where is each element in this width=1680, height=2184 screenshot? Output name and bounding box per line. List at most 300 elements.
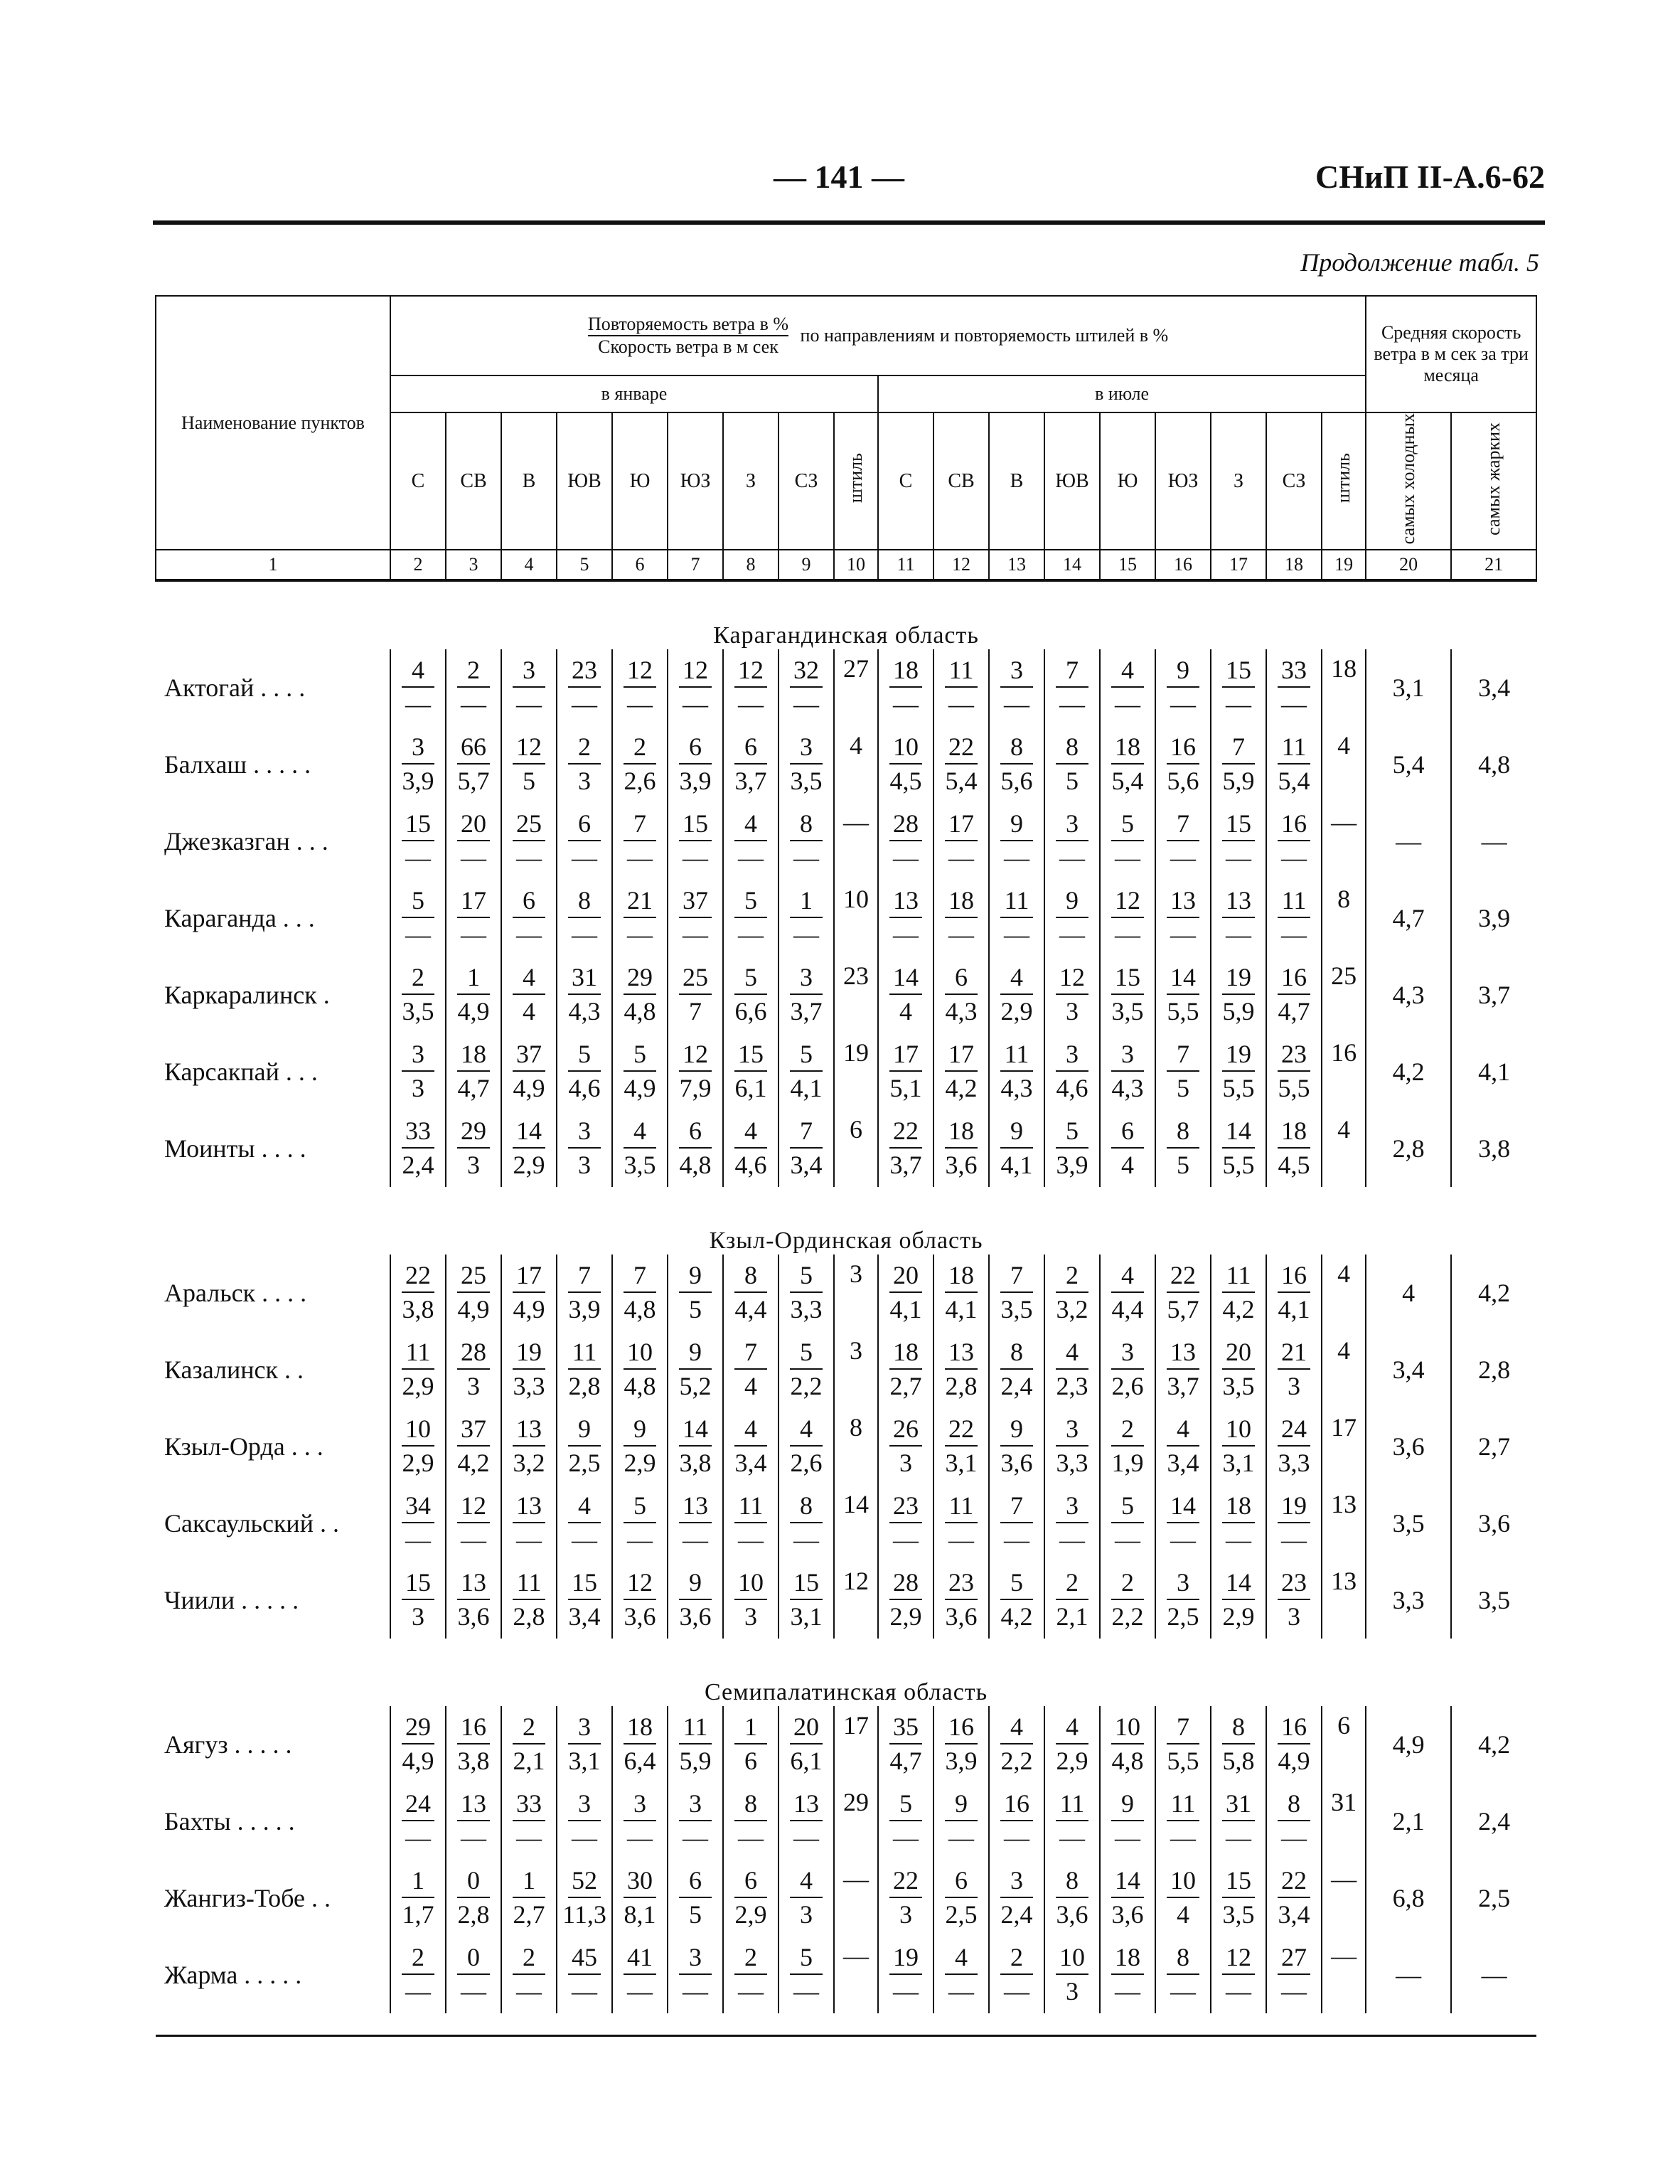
speed-cell	[501, 1370, 557, 1408]
cell-value: —	[516, 920, 542, 949]
cell-value: 16	[1000, 1789, 1033, 1821]
station-name: Балхаш . . . . .	[164, 750, 311, 779]
cell-value: 3	[1288, 1602, 1300, 1631]
cell-value: —	[1059, 843, 1085, 873]
cell-value: 4,9	[624, 1074, 656, 1103]
cell-value: 4	[1056, 1712, 1088, 1744]
frequency-cell	[446, 1331, 501, 1370]
station-name: Бахты . . . . .	[164, 1807, 295, 1836]
cell-value: 2,9	[734, 1900, 767, 1929]
cell-value: 19	[1222, 1039, 1255, 1072]
frequency-cell	[878, 1706, 933, 1744]
cell-value: 7	[1167, 809, 1199, 841]
cell-value: 9	[1000, 1116, 1033, 1149]
calm-cell: 4	[1322, 726, 1366, 803]
freq-title-line2: Скорость ветра в м сек	[598, 336, 779, 357]
speed-cell	[501, 688, 557, 726]
column-number: 14	[1044, 550, 1100, 580]
frequency-cell	[989, 1860, 1044, 1898]
speed-cell	[446, 1072, 501, 1110]
cell-value: 4,7	[889, 1747, 922, 1776]
cell-value: 9	[679, 1567, 712, 1600]
cell-value: 2	[457, 655, 490, 688]
speed-cell	[501, 1447, 557, 1485]
speed-cell	[723, 1447, 779, 1485]
cell-value: 6,1	[790, 1747, 823, 1776]
frequency-cell	[723, 1706, 779, 1744]
frequency-cell	[878, 1783, 933, 1821]
cell-value: 14	[1167, 962, 1199, 995]
cell-value: 13	[679, 1491, 712, 1523]
frequency-cell	[933, 1562, 989, 1600]
frequency-cell	[933, 957, 989, 995]
cell-value: —	[516, 1525, 542, 1555]
cell-value: 3	[402, 732, 434, 765]
speed-cell	[1155, 1149, 1211, 1187]
speed-cell	[1100, 1898, 1155, 1937]
cell-value: 4,8	[624, 1295, 656, 1324]
cell-value: —	[627, 920, 653, 949]
frequency-cell	[1155, 1783, 1211, 1821]
cell-value: 3,5	[790, 767, 823, 796]
speed-cell	[501, 1523, 557, 1562]
frequency-cell	[989, 1255, 1044, 1293]
cell-value: 0	[457, 1865, 490, 1898]
speed-cell	[1211, 1370, 1266, 1408]
cell-value: 5,7	[457, 767, 490, 796]
page-number: — 141 —	[774, 159, 904, 195]
speed-cell	[723, 1821, 779, 1860]
cell-value: 22	[945, 1414, 978, 1447]
calm-cell: 18	[1322, 649, 1366, 726]
cell-value: 19	[1278, 1491, 1310, 1523]
frequency-cell	[1266, 1783, 1322, 1821]
cell-value: —	[793, 1525, 819, 1555]
station-row	[156, 1860, 1536, 1898]
speed-cell	[723, 1898, 779, 1937]
frequency-cell	[989, 957, 1044, 995]
speed-cell	[390, 688, 446, 726]
cell-value: 2,4	[1000, 1372, 1033, 1401]
speed-cell	[446, 1821, 501, 1860]
cell-value: 4,8	[624, 1372, 656, 1401]
cell-value: 37	[513, 1039, 545, 1072]
speed-cell	[1044, 1149, 1100, 1187]
speed-cell	[1100, 1744, 1155, 1783]
cell-value: 5,2	[679, 1372, 712, 1401]
frequency-cell	[1266, 1860, 1322, 1898]
speed-cell	[878, 1600, 933, 1639]
column-number: 13	[989, 550, 1044, 580]
cell-value: 4,9	[457, 1295, 490, 1324]
speed-cell	[446, 1975, 501, 2013]
frequency-cell	[1211, 1110, 1266, 1149]
direction-header: ЮВ	[557, 412, 612, 550]
wind-table	[155, 295, 1537, 2037]
cell-value: 2,5	[1167, 1602, 1199, 1631]
speed-cell	[446, 1744, 501, 1783]
frequency-cell	[1100, 726, 1155, 765]
cell-value: 3	[679, 1789, 712, 1821]
cell-value: 24	[1278, 1414, 1310, 1447]
cell-value: 18	[1111, 732, 1144, 765]
cell-value: 8	[1278, 1789, 1310, 1821]
cell-value: 11	[513, 1567, 545, 1600]
speed-cell	[878, 1898, 933, 1937]
frequency-cell	[933, 1110, 989, 1149]
station-row	[156, 1255, 1536, 1293]
cell-value: 3,5	[1000, 1295, 1033, 1324]
cell-value: 4,1	[889, 1295, 922, 1324]
frequency-cell	[446, 1562, 501, 1600]
speed-cell	[878, 1744, 933, 1783]
speed-cell	[1044, 995, 1100, 1033]
frequency-cell	[668, 1562, 723, 1600]
cell-value: 3,3	[1056, 1449, 1088, 1478]
frequency-cell	[446, 1408, 501, 1447]
cell-value: 19	[1222, 962, 1255, 995]
cell-value: 13	[457, 1567, 490, 1600]
frequency-cell	[933, 1331, 989, 1370]
speed-cell	[557, 1149, 612, 1187]
cell-value: 18	[457, 1039, 490, 1072]
frequency-cell	[1155, 880, 1211, 918]
speed-cell	[557, 1744, 612, 1783]
speed-cell	[989, 841, 1044, 880]
cell-value: 20	[889, 1260, 922, 1293]
cell-value: 3	[1056, 1491, 1088, 1523]
cell-value: 23	[1278, 1567, 1310, 1600]
frequency-cell	[501, 649, 557, 688]
frequency-cell	[1266, 726, 1322, 765]
speed-cell	[723, 1523, 779, 1562]
cell-value: 4,3	[1000, 1074, 1033, 1103]
cell-value: 9	[945, 1789, 978, 1821]
cell-value: 41	[624, 1942, 656, 1975]
cell-value: 13	[1222, 885, 1255, 918]
cell-value: 8	[1167, 1942, 1199, 1975]
cell-value: 4,9	[402, 1747, 434, 1776]
cell-value: 18	[889, 655, 922, 688]
station-row	[156, 726, 1536, 765]
cell-value: 12	[513, 732, 545, 765]
frequency-cell	[446, 1706, 501, 1744]
cell-value: 2,9	[889, 1602, 922, 1631]
cell-value: 13	[889, 885, 922, 918]
cell-value: 3,6	[1000, 1449, 1033, 1478]
speed-cell	[878, 1447, 933, 1485]
cell-value: —	[1226, 690, 1251, 719]
cell-value: 5,8	[1222, 1747, 1255, 1776]
cell-value: 5	[790, 1942, 823, 1975]
station-name: Аральск . . . .	[164, 1279, 307, 1308]
calm-cell: 4	[1322, 1110, 1366, 1187]
cell-value: 5	[734, 962, 767, 995]
speed-cell	[878, 1821, 933, 1860]
frequency-cell	[878, 1033, 933, 1072]
cell-value: 5,9	[1222, 767, 1255, 796]
frequency-cell	[989, 1485, 1044, 1523]
speed-cell	[390, 1149, 446, 1187]
speed-cell	[933, 1149, 989, 1187]
frequency-cell	[390, 1860, 446, 1898]
cell-value: 3	[467, 1151, 480, 1180]
station-name: Жангиз-Тобе . .	[164, 1884, 331, 1913]
speed-cell	[668, 1600, 723, 1639]
speed-cell	[557, 841, 612, 880]
column-number: 1	[156, 550, 390, 580]
station-name: Моинты . . . .	[164, 1134, 306, 1163]
cell-value: 4	[945, 1942, 978, 1975]
frequency-cell	[1044, 803, 1100, 841]
speed-cell	[612, 1370, 668, 1408]
cell-value: 9	[1111, 1789, 1144, 1821]
cell-value: 13	[1167, 1337, 1199, 1370]
cell-value: —	[516, 690, 542, 719]
speed-cell	[1100, 1293, 1155, 1331]
direction-header: СЗ	[779, 412, 834, 550]
cell-value: 29	[457, 1116, 490, 1149]
cell-value: 4,2	[457, 1449, 490, 1478]
speed-cell	[989, 1744, 1044, 1783]
frequency-cell	[933, 1706, 989, 1744]
speed-cell	[668, 765, 723, 803]
speed-cell	[933, 1523, 989, 1562]
cell-value: —	[1115, 843, 1140, 873]
cell-value: —	[572, 920, 597, 949]
cell-value: 5	[1177, 1151, 1189, 1180]
cell-value: 3	[568, 1116, 601, 1149]
speed-cell	[446, 1447, 501, 1485]
cell-value: —	[627, 690, 653, 719]
frequency-cell	[1211, 1562, 1266, 1600]
column-number: 7	[668, 550, 723, 580]
cell-value: 6	[734, 732, 767, 765]
cell-value: 3,5	[624, 1151, 656, 1180]
column-number: 5	[557, 550, 612, 580]
frequency-cell	[1044, 1408, 1100, 1447]
speed-cell	[390, 1821, 446, 1860]
speed-cell	[1044, 1898, 1100, 1937]
frequency-cell	[446, 1485, 501, 1523]
cell-value: —	[516, 843, 542, 873]
speed-cell	[1266, 1975, 1322, 2013]
cell-value: 28	[889, 1567, 922, 1600]
cell-value: 3,9	[679, 767, 712, 796]
frequency-cell	[390, 1485, 446, 1523]
frequency-cell	[878, 1937, 933, 1975]
column-number: 15	[1100, 550, 1155, 580]
cell-value: 18	[624, 1712, 656, 1744]
avg-cold-cell: 2,8	[1366, 1110, 1451, 1187]
frequency-cell	[390, 1110, 446, 1149]
cell-value: 3	[1000, 655, 1033, 688]
frequency-cell	[501, 1331, 557, 1370]
cell-value: 4	[734, 809, 767, 841]
avg-cold-cell: 4,9	[1366, 1706, 1451, 1783]
frequency-cell	[933, 803, 989, 841]
speed-cell	[723, 688, 779, 726]
cell-value: 3	[790, 732, 823, 765]
frequency-cell	[1044, 1485, 1100, 1523]
cell-value: 5,1	[889, 1074, 922, 1103]
cell-value: —	[572, 1525, 597, 1555]
speed-cell	[1266, 1072, 1322, 1110]
avg-hot-cell: 3,5	[1451, 1562, 1536, 1639]
cell-value: 14	[1222, 1567, 1255, 1600]
cell-value: 16	[1278, 809, 1310, 841]
cell-value: 5	[1066, 767, 1079, 796]
direction-header: В	[501, 412, 557, 550]
cell-value: 24	[402, 1789, 434, 1821]
cell-value: —	[1281, 1525, 1307, 1555]
speed-cell	[779, 1293, 834, 1331]
speed-cell	[1211, 995, 1266, 1033]
speed-cell	[446, 688, 501, 726]
cell-value: 7	[1000, 1260, 1033, 1293]
region-row	[156, 1187, 1536, 1255]
cell-value: —	[572, 1977, 597, 2006]
cell-value: 3,4	[790, 1151, 823, 1180]
speed-cell	[557, 1447, 612, 1485]
cell-value: 2	[402, 1942, 434, 1975]
cell-value: 3	[1066, 997, 1079, 1026]
frequency-cell	[446, 803, 501, 841]
speed-cell	[779, 1523, 834, 1562]
frequency-cell	[501, 1783, 557, 1821]
cell-value: 3	[1056, 1414, 1088, 1447]
frequency-cell	[723, 1783, 779, 1821]
speed-cell	[557, 1293, 612, 1331]
cell-value: 17	[513, 1260, 545, 1293]
cell-value: —	[893, 1525, 919, 1555]
station-row	[156, 880, 1536, 918]
frequency-cell	[501, 726, 557, 765]
cell-value: 17	[945, 1039, 978, 1072]
cell-value: 15	[790, 1567, 823, 1600]
speed-cell	[1100, 1975, 1155, 2013]
frequency-cell	[1211, 1783, 1266, 1821]
speed-cell	[779, 1898, 834, 1937]
frequency-cell	[933, 1255, 989, 1293]
frequency-cell	[933, 1033, 989, 1072]
cell-value: —	[461, 843, 486, 873]
frequency-cell	[446, 1255, 501, 1293]
speed-cell	[933, 995, 989, 1033]
frequency-cell	[878, 726, 933, 765]
cell-value: —	[683, 1977, 708, 2006]
avg-cold-cell: 2,1	[1366, 1783, 1451, 1860]
speed-cell	[1266, 1293, 1322, 1331]
frequency-cell	[1211, 1033, 1266, 1072]
speed-cell	[933, 1600, 989, 1639]
speed-cell	[501, 765, 557, 803]
cell-value: 6,6	[734, 997, 767, 1026]
speed-cell	[1044, 1523, 1100, 1562]
frequency-cell	[612, 1255, 668, 1293]
avg-hot-cell: 2,7	[1451, 1408, 1536, 1485]
cell-value: 18	[1222, 1491, 1255, 1523]
frequency-cell	[557, 1860, 612, 1898]
speed-cell	[501, 1744, 557, 1783]
cell-value: 2,4	[402, 1151, 434, 1180]
avg-hot-cell: 4,2	[1451, 1255, 1536, 1331]
cell-value: 52	[568, 1865, 601, 1898]
speed-cell	[1155, 1370, 1211, 1408]
cell-value: —	[1059, 1525, 1085, 1555]
cell-value: —	[1170, 920, 1196, 949]
cell-value: —	[1115, 1823, 1140, 1853]
direction-header: СВ	[446, 412, 501, 550]
speed-cell	[1266, 688, 1322, 726]
frequency-cell	[1044, 1562, 1100, 1600]
cell-value: 5,5	[1278, 1074, 1310, 1103]
cell-value: 25	[457, 1260, 490, 1293]
speed-cell	[668, 1975, 723, 2013]
cell-value: 11	[1000, 1039, 1033, 1072]
cell-value: 14	[513, 1116, 545, 1149]
frequency-cell	[1211, 1706, 1266, 1744]
speed-cell	[1155, 918, 1211, 957]
cell-value: 2	[513, 1942, 545, 1975]
cell-value: 3,6	[624, 1602, 656, 1631]
cell-value: 3	[1288, 1372, 1300, 1401]
speed-cell	[446, 1370, 501, 1408]
speed-cell	[989, 995, 1044, 1033]
avg-cold-cell: 3,6	[1366, 1408, 1451, 1485]
speed-cell	[1211, 1898, 1266, 1937]
frequency-cell	[779, 1110, 834, 1149]
speed-cell	[1044, 918, 1100, 957]
cell-value: 3,9	[1056, 1151, 1088, 1180]
speed-cell	[446, 995, 501, 1033]
cell-value: 2,9	[402, 1449, 434, 1478]
frequency-cell	[668, 1783, 723, 1821]
cell-value: 4,9	[457, 997, 490, 1026]
cell-value: 4,1	[790, 1074, 823, 1103]
frequency-cell	[668, 803, 723, 841]
frequency-cell	[390, 880, 446, 918]
cell-value: 16	[945, 1712, 978, 1744]
cell-value: 9	[1167, 655, 1199, 688]
cell-value: 8	[790, 809, 823, 841]
cell-value: 13	[457, 1789, 490, 1821]
region-title: Семипалатинская область	[704, 1679, 988, 1706]
frequency-cell	[557, 957, 612, 995]
cell-value: 6	[679, 1865, 712, 1898]
cell-value: 28	[889, 809, 922, 841]
station-row	[156, 1033, 1536, 1072]
speed-cell	[989, 1293, 1044, 1331]
calm-cell: 6	[1322, 1706, 1366, 1783]
cell-value: 8	[1000, 1337, 1033, 1370]
frequency-cell	[446, 880, 501, 918]
cell-value: —	[893, 920, 919, 949]
speed-cell	[668, 841, 723, 880]
frequency-cell	[1044, 649, 1100, 688]
calm-cell: 16	[1322, 1033, 1366, 1110]
column-number: 8	[723, 550, 779, 580]
speed-cell	[1100, 1149, 1155, 1187]
cell-value: 12	[624, 655, 656, 688]
avg-cold-header: самых холодных	[1366, 412, 1451, 550]
cell-value: 3,9	[945, 1747, 978, 1776]
speed-cell	[1100, 1447, 1155, 1485]
frequency-cell	[612, 726, 668, 765]
frequency-cell	[1211, 1860, 1266, 1898]
calm-cell: 6	[834, 1110, 878, 1187]
cell-value: 5	[734, 885, 767, 918]
